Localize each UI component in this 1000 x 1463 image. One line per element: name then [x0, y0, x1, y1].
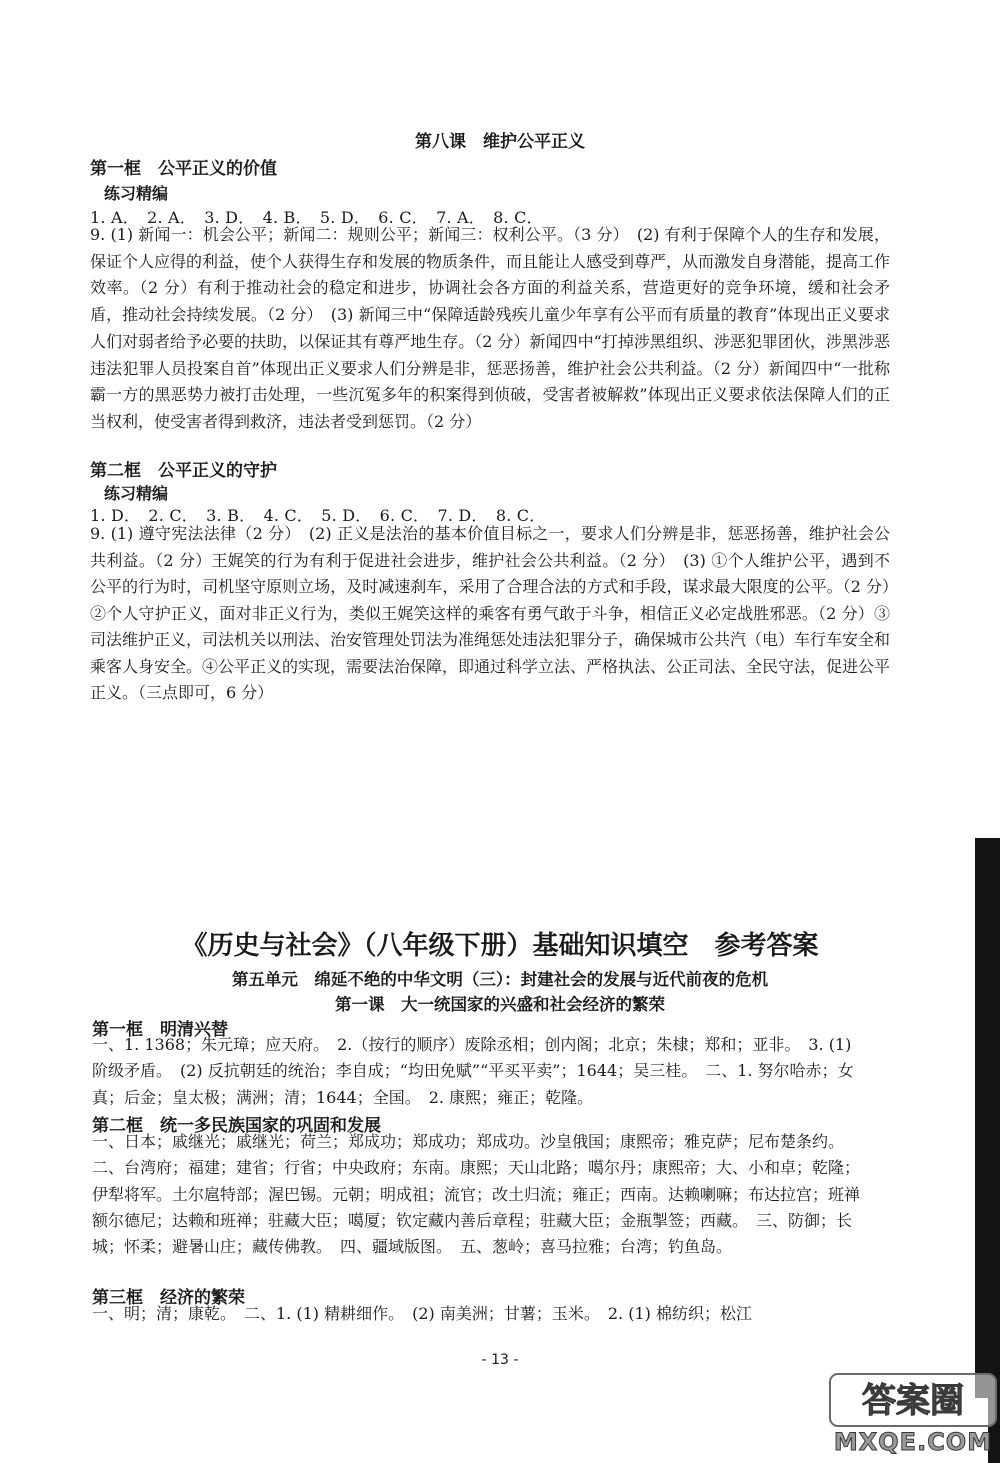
section-label-1: 练习精编 [104, 184, 169, 203]
history-frame-title-2: 第二框 统一多民族国家的巩固和发展 [92, 1116, 381, 1136]
history-frame-text-3: 一、明；清；康乾。 二、1. (1) 精耕细作。 (2) 南美洲；甘薯；玉米。 2. (1) 棉纺织；松江 [92, 1304, 752, 1323]
page-edge-shadow [975, 838, 1000, 1398]
history-frame-title-3: 第三框 经济的繁荣 [92, 1288, 245, 1308]
lesson-title-history: 第一课 大一统国家的兴盛和社会经济的繁荣 [335, 995, 665, 1014]
history-main-title: 《历史与社会》（八年级下册）基础知识填空 参考答案 [181, 931, 819, 961]
choice-answers-2: 1. D． 2. C． 3. B． 4. C． 5. D． 6. C． 7. D． 8. C． [90, 506, 546, 525]
choice-answers-1: 1. A． 2. A． 3. D． 4. B． 5. D． 6. C． 7. A． 8. C． [90, 208, 543, 227]
svg-text:答案圈: 答案圈 [862, 1381, 964, 1421]
unit-title: 第五单元 绵延不绝的中华文明（三）：封建社会的发展与近代前夜的危机 [231, 970, 769, 989]
lesson-title-politics: 第八课 维护公平正义 [415, 132, 585, 152]
question-9-answer-1: 9. (1) 新闻一：机会公平；新闻二：规则公平；新闻三：权利公平。（3 分） (2) 有利于保障个人的生存和发展，保证个人应得的利益，使个人获得生存和发展的物质条件，而且能让人感受到尊严，从而激发自身潜能，提高工作效率。（2 分）有利于推动社会的稳定和进步，协调社会各方面的利益关系，营造更好的竞争环境，缓和社会矛盾，推动社会持续发展。（2 分） (3) 新闻三中“保障适龄残疾儿童少年享有公平而有质量的教育”体现出正义要求人们对弱者给予必要的扶助，以保证其有尊严地生存。（2 分）新闻四中“打掉涉黑组织、涉恶犯罪团伙，涉黑涉恶违法犯罪人员投案自首”体现出正义要求人们分辨是非，惩恶扬善，维护社会公共利益。（2 分）新闻四中“一批称霸一方的黑恶势力被打击处理，一些沉冤多年的积案得到侦破，受害者被解救”体现出正义要求依法保障人们的正当权利，使受害者得到救济，违法者受到惩罚。（2 分） [90, 225, 891, 431]
history-frame-text-2: 一、日本；戚继光；戚继光；荷兰；郑成功；郑成功；郑成功。沙皇俄国；康熙帝；雅克萨；尼布楚条约。 二、台湾府；福建；建省；行省；中央政府；东南。康熙；天山北路；噶尔丹；康熙帝；大、小和卓；乾隆；伊犁将军。土尔扈特部；渥巴锡。元朝；明成祖；流官；改土归流；雍正；西南。达赖喇嘛；布达拉宫；班禅额尔德尼；达赖和班禅；驻藏大臣；噶厦；钦定藏内善后章程；驻藏大臣；金瓶掣签；西藏。 三、防御；长城；怀柔；避暑山庄；藏传佛教。 四、疆域版图。 五、葱岭；喜马拉雅；台湾；钓鱼岛。 [92, 1132, 861, 1257]
watermark-logo [828, 1372, 998, 1428]
section-label-2: 练习精编 [104, 484, 169, 503]
watermark-logo-icon [828, 1372, 998, 1428]
history-frame-text-1: 一、1. 1368；朱元璋；应天府。 2.（按行的顺序）废除丞相；创内阁；北京；朱棣；郑和；亚非。 3. (1) 阶级矛盾。 (2) 反抗朝廷的统治；李自成；“均田免赋”“平买平卖”；1644；吴三桂。 二、1. 努尔哈赤；女真；后金；皇太极；满洲；清；1644；全国。 2. 康熙；雍正；乾隆。 [92, 1035, 854, 1107]
history-frame-title-1: 第一框 明清兴替 [92, 1020, 228, 1040]
frame-title-1: 第一框 公平正义的价值 [90, 159, 277, 179]
watermark-url: MXQE.COM [833, 1428, 993, 1456]
question-9-answer-2: 9. (1) 遵守宪法法律（2 分） (2) 正义是法治的基本价值目标之一，要求人们分辨是非，惩恶扬善，维护社会公共利益。（2 分）王娓笑的行为有利于促进社会进步，维护社会公共利益。（2 分） (3) ①个人维护公平，遇到不公平的行为时，司机坚守原则立场，及时减速刹车，采用了合理合法的方式和手段，谋求最大限度的公平。（2 分）②个人守护正义，面对非正义行为，类似王娓笑这样的乘客有勇气敢于斗争，相信正义必定战胜邪恶。（2 分）③司法维护正义，司法机关以刑法、治安管理处罚法为准绳惩处违法犯罪分子，确保城市公共汽（电）车行车安全和乘客人身安全。④公平正义的实现，需要法治保障，即通过科学立法、严格执法、公正司法、全民守法，促进公平正义。（三点即可，6 分） [90, 524, 891, 702]
page-number: - 13 - [481, 1352, 519, 1368]
frame-title-2: 第二框 公平正义的守护 [90, 461, 277, 481]
